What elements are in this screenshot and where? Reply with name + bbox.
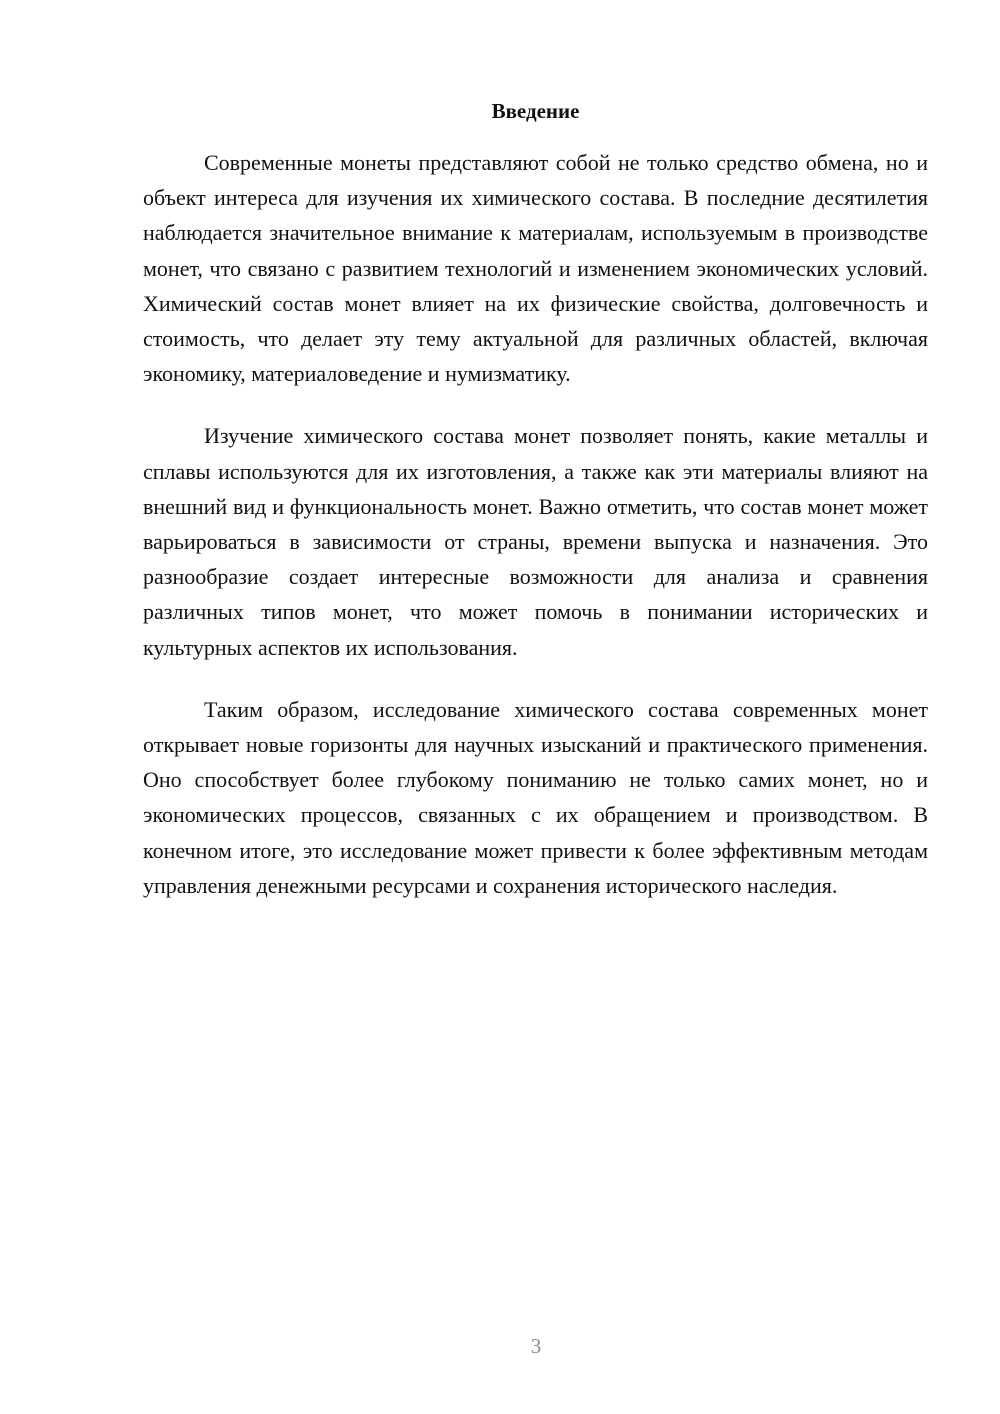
page-number: 3 [530,1334,542,1358]
section-title: Введение [491,99,580,123]
intro-paragraph-2: Изучение химического состава монет позволяет понять, какие металлы и сплавы используются для их изготовления, а также как эти материалы влияют на внешний вид и функциональность монет. Важно отметить, что состав монет может варьироваться в зависимости от страны, времени выпуска и назначения. Это разнообразие создает интересные возможности для анализа и сравнения различных типов монет, что может помочь в понимании исторических и культурных аспектов их использования. [143,423,928,660]
page-content [143,96,928,930]
intro-paragraph-1: Современные монеты представляют собой не только средство обмена, но и объект интереса для изучения их химического состава. В последние десятилетия наблюдается значительное внимание к материалам, используемым в производстве монет, что связано с развитием технологий и изменением экономических условий. Химический состав монет влияет на их физические свойства, долговечность и стоимость, что делает эту тему актуальной для различных областей, включая экономику, материаловедение и нумизматику. [143,150,928,387]
intro-paragraph-3: Таким образом, исследование химического состава современных монет открывает новые горизонты для научных изысканий и практического применения. Оно способствует более глубокому пониманию не только самих монет, но и экономических процессов, связанных с их обращением и производством. В конечном итоге, это исследование может привести к более эффективным методам управления денежными ресурсами и сохранения исторического наследия. [143,696,928,898]
